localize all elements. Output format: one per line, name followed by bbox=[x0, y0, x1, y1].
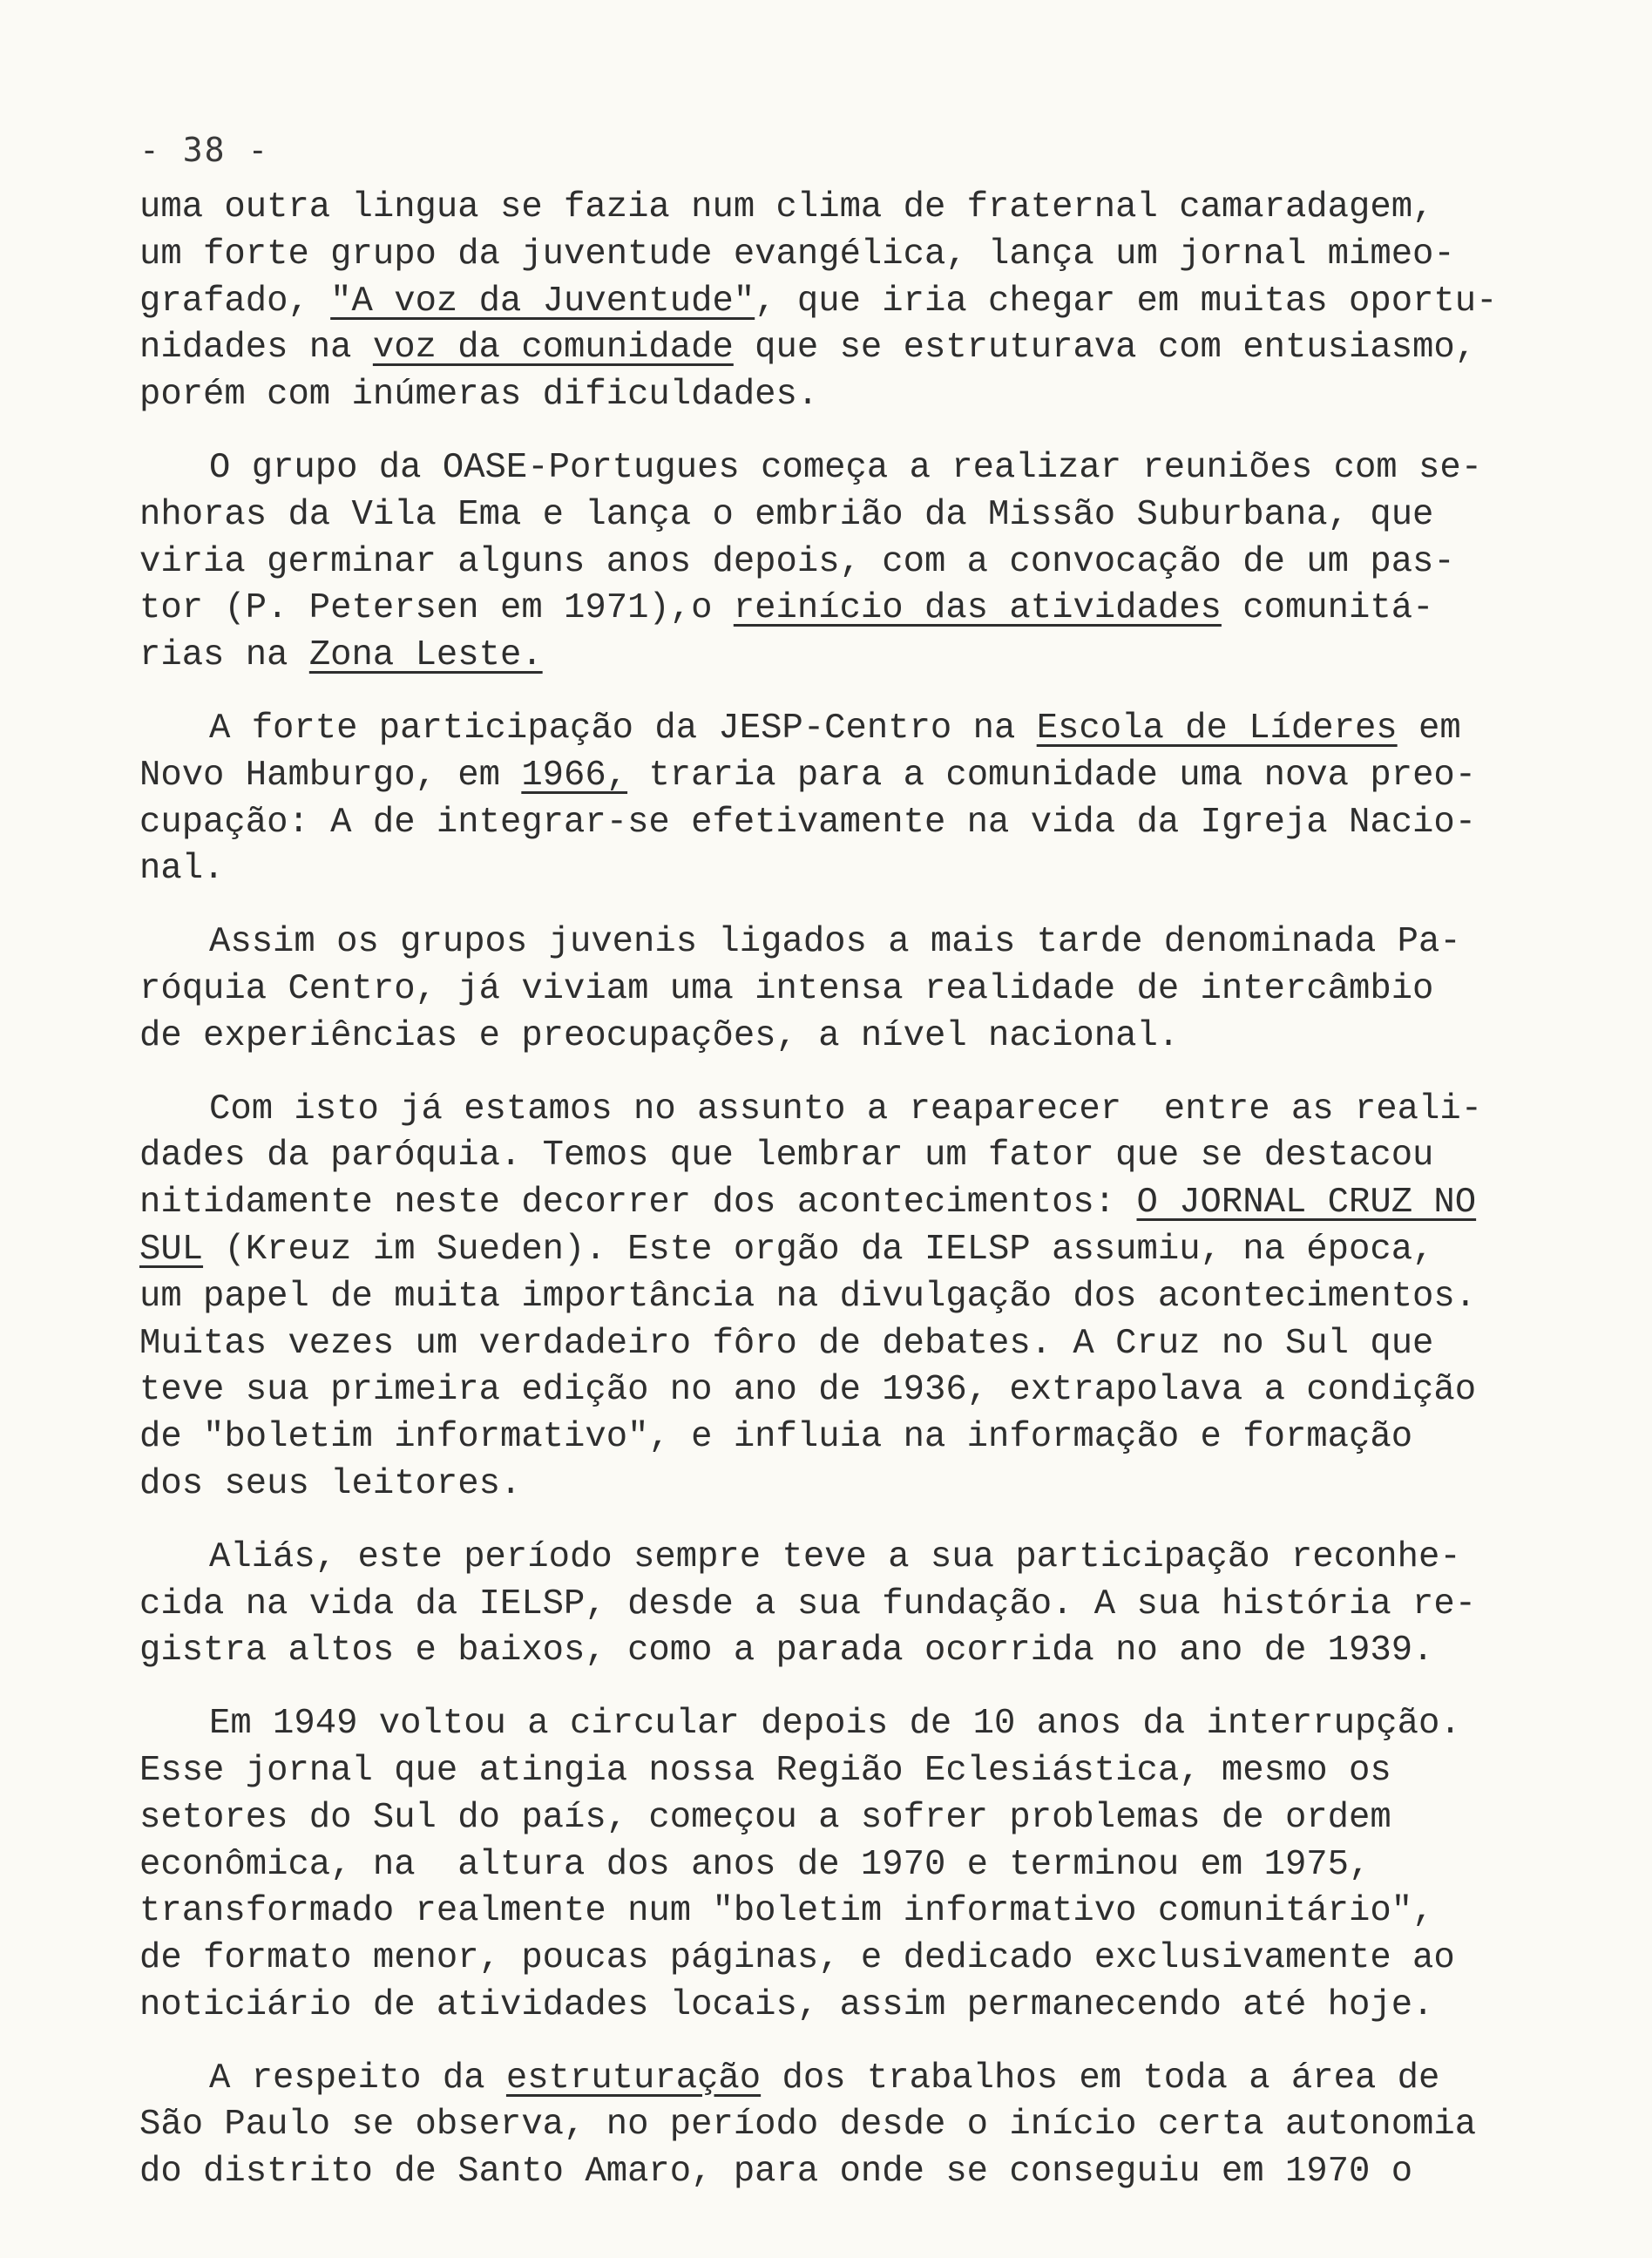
text-segment: nidades na bbox=[139, 328, 373, 369]
paragraph bbox=[139, 1535, 1551, 1675]
text-segment: O grupo da OASE-Portugues começa a realizar reuniões com se- bbox=[209, 447, 1483, 488]
text-line bbox=[139, 539, 1551, 587]
underlined-text: voz da comunidade bbox=[372, 328, 734, 369]
paragraph bbox=[139, 1087, 1551, 1509]
underlined-text: O JORNAL CRUZ NO bbox=[1136, 1183, 1477, 1224]
text-line bbox=[139, 325, 1551, 372]
text-line bbox=[139, 586, 1551, 633]
text-segment: do distrito de Santo Amaro, para onde se conseguiu em 1970 o bbox=[139, 2152, 1413, 2193]
text-line bbox=[139, 1461, 1551, 1509]
underlined-text: Escola de Líderes bbox=[1036, 708, 1398, 749]
text-segment: um forte grupo da juventude evangélica, lança um jornal mimeo- bbox=[139, 234, 1455, 275]
text-line bbox=[139, 1014, 1551, 1061]
text-segment: Em 1949 voltou a circular depois de 10 anos da interrupção. bbox=[209, 1704, 1461, 1745]
text-segment: transformado realmente num "boletim informativo comunitário", bbox=[139, 1891, 1434, 1932]
text-segment: de "boletim informativo", e influia na informação e formação bbox=[139, 1417, 1413, 1458]
text-line bbox=[139, 2056, 1551, 2103]
text-line bbox=[139, 1535, 1551, 1582]
text-line bbox=[139, 232, 1551, 279]
page-number: - 38 - bbox=[139, 131, 270, 169]
text-line bbox=[139, 1227, 1551, 1274]
text-line bbox=[139, 753, 1551, 800]
text-segment: comunitá- bbox=[1221, 588, 1434, 629]
text-line bbox=[139, 706, 1551, 753]
text-segment: uma outra lingua se fazia num clima de fraternal camaradagem, bbox=[139, 187, 1434, 227]
text-segment: de experiências e preocupações, a nível nacional. bbox=[139, 1015, 1180, 1056]
text-line bbox=[139, 1795, 1551, 1842]
text-line bbox=[139, 1180, 1551, 1227]
text-segment: viria germinar alguns anos depois, com a convocação de um pas- bbox=[139, 541, 1455, 582]
text-line bbox=[139, 1888, 1551, 1936]
text-segment: A forte participação da JESP-Centro na bbox=[209, 708, 1037, 749]
text-line bbox=[139, 633, 1551, 680]
text-line bbox=[139, 1321, 1551, 1368]
text-line bbox=[139, 1936, 1551, 1983]
paragraph bbox=[139, 706, 1551, 893]
text-segment: de formato menor, poucas páginas, e dedicado exclusivamente ao bbox=[139, 1938, 1455, 1979]
paragraph bbox=[139, 2056, 1551, 2196]
text-segment: Com isto já estamos no assunto a reaparecer entre as reali- bbox=[209, 1088, 1483, 1129]
paragraph bbox=[139, 445, 1551, 680]
text-segment: um papel de muita importância na divulgação dos acontecimentos. bbox=[139, 1276, 1477, 1317]
underlined-text: Zona Leste. bbox=[308, 635, 543, 676]
text-line bbox=[139, 1414, 1551, 1461]
text-segment: dos seus leitores. bbox=[139, 1463, 522, 1504]
text-segment: gistra altos e baixos, como a parada ocorrida no ano de 1939. bbox=[139, 1631, 1434, 1671]
text-line bbox=[139, 445, 1551, 492]
body-text bbox=[139, 185, 1551, 2222]
text-segment: em bbox=[1397, 708, 1461, 749]
text-line bbox=[139, 2149, 1551, 2196]
text-segment: tor (P. Petersen em 1971),o bbox=[139, 588, 734, 629]
paragraph bbox=[139, 185, 1551, 419]
text-segment: cida na vida da IELSP, desde a sua fundação. A sua história re- bbox=[139, 1583, 1477, 1624]
text-segment: nitidamente neste decorrer dos acontecimentos: bbox=[139, 1183, 1137, 1224]
text-segment: , que iria chegar em muitas oportu- bbox=[755, 281, 1498, 322]
text-line bbox=[139, 1367, 1551, 1414]
text-segment: nal. bbox=[139, 849, 225, 890]
text-line bbox=[139, 2102, 1551, 2149]
underlined-text: "A voz da Juventude" bbox=[330, 281, 755, 322]
text-line bbox=[139, 1748, 1551, 1795]
text-segment: que se estruturava com entusiasmo, bbox=[733, 328, 1477, 369]
text-segment: setores do Sul do país, começou a sofrer problemas de ordem bbox=[139, 1797, 1391, 1838]
text-line bbox=[139, 800, 1551, 847]
text-line bbox=[139, 1842, 1551, 1889]
underlined-text: SUL bbox=[139, 1229, 204, 1270]
text-segment: porém com inúmeras dificuldades. bbox=[139, 375, 819, 416]
text-line bbox=[139, 1087, 1551, 1134]
paragraph bbox=[139, 919, 1551, 1060]
text-segment: São Paulo se observa, no período desde o início certa autonomia bbox=[139, 2105, 1477, 2146]
text-segment: teve sua primeira edição no ano de 1936, extrapolava a condição bbox=[139, 1370, 1477, 1411]
text-segment: Esse jornal que atingia nossa Região Eclesiástica, mesmo os bbox=[139, 1750, 1391, 1791]
text-line bbox=[139, 1628, 1551, 1675]
text-segment: róquia Centro, já viviam uma intensa realidade de intercâmbio bbox=[139, 968, 1434, 1009]
text-line bbox=[139, 1701, 1551, 1748]
text-line bbox=[139, 919, 1551, 966]
text-segment: traria para a comunidade uma nova preo- bbox=[627, 755, 1477, 796]
text-segment: econômica, na altura dos anos de 1970 e terminou em 1975, bbox=[139, 1844, 1371, 1885]
text-segment: Assim os grupos juvenis ligados a mais tarde denominada Pa- bbox=[209, 922, 1461, 963]
text-line bbox=[139, 966, 1551, 1014]
text-segment: nhoras da Vila Ema e lança o embrião da Missão Suburbana, que bbox=[139, 494, 1434, 535]
text-segment: cupação: A de integrar-se efetivamente na vida da Igreja Nacio- bbox=[139, 802, 1477, 843]
underlined-text: reinício das atividades bbox=[733, 588, 1222, 629]
text-segment: noticiário de atividades locais, assim permanecendo até hoje. bbox=[139, 1984, 1434, 2025]
text-segment: Muitas vezes um verdadeiro fôro de debates. A Cruz no Sul que bbox=[139, 1323, 1434, 1364]
text-segment: Aliás, este período sempre teve a sua participação reconhe- bbox=[209, 1536, 1461, 1577]
text-line bbox=[139, 846, 1551, 893]
text-segment: dos trabalhos em toda a área de bbox=[761, 2058, 1440, 2099]
text-segment: Novo Hamburgo, em bbox=[139, 755, 522, 796]
text-line bbox=[139, 279, 1551, 326]
underlined-text: 1966, bbox=[521, 755, 628, 796]
text-segment: A respeito da bbox=[209, 2058, 506, 2099]
underlined-text: estruturação bbox=[505, 2058, 762, 2099]
text-line bbox=[139, 492, 1551, 539]
text-line bbox=[139, 1582, 1551, 1629]
text-line bbox=[139, 1274, 1551, 1321]
text-segment: (Kreuz im Sueden). Este orgão da IELSP assumiu, na época, bbox=[203, 1229, 1434, 1270]
text-line bbox=[139, 185, 1551, 232]
text-line bbox=[139, 372, 1551, 419]
text-segment: rias na bbox=[139, 635, 309, 676]
text-segment: grafado, bbox=[139, 281, 331, 322]
paragraph bbox=[139, 1701, 1551, 2030]
text-line bbox=[139, 1983, 1551, 2030]
text-segment: dades da paróquia. Temos que lembrar um fator que se destacou bbox=[139, 1136, 1434, 1176]
text-line bbox=[139, 1133, 1551, 1180]
